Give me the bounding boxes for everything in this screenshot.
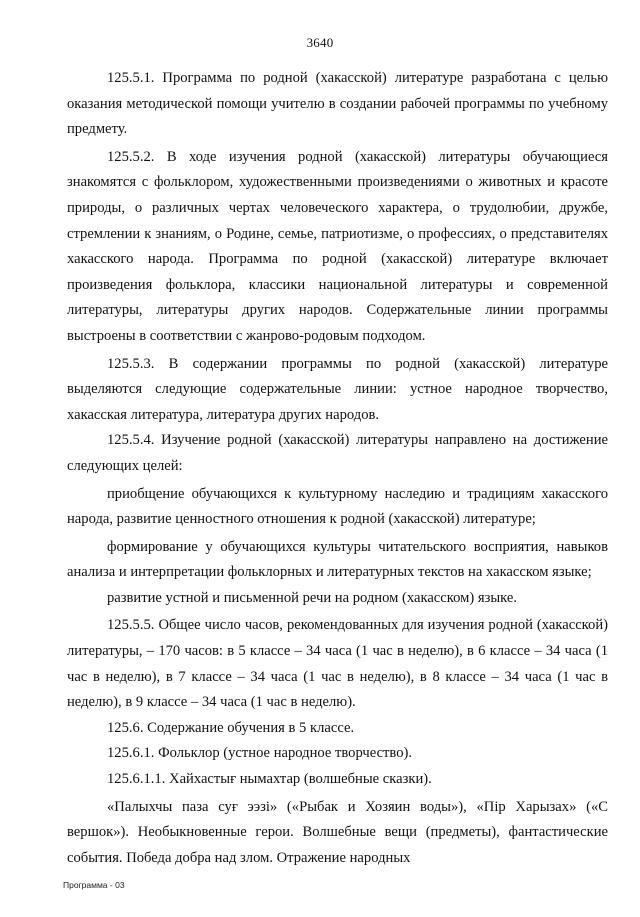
section-heading-125-6-1-1: 125.6.1.1. Хайхастығ нымахтар (волшебные сказки). [107, 771, 432, 788]
page-number: 3640 [306, 35, 334, 50]
footer-label: Программа - 03 [63, 880, 125, 890]
paragraph-125-5-2: 125.5.2. В ходе изучения родной (хакасской) литературы обучающиеся знакомятся с фольклором, художественными произведениями о животных и красоте природы, о различных чертах человеческого характера, о трудолюбии, дружбе, стремлении к знаниям, о Родине, семье, патриотизме, о профессиях, о представителях хакасского народа. Программа по родной (хакасской) литературе включает произведения фольклора, классики национальной литературы и современной литературы, литературы других народов. Содержательные линии программы выстроены в соответствии с жанрово-родовым подходом. [67, 148, 608, 344]
goal-item-reading-culture: формирование у обучающихся культуры читательского восприятия, навыков анализа и интерпретации фольклорных и литературных текстов на хакасском языке; [67, 538, 608, 581]
section-heading-125-6-1: 125.6.1. Фольклор (устное народное творчество). [107, 745, 413, 762]
section-heading-125-6: 125.6. Содержание обучения в 5 классе. [107, 719, 355, 736]
paragraph-fairy-tales: «Палыхчы паза суғ ээзі» («Рыбак и Хозяин воды»), «Пір Харызах» («С вершок»). Необыкновенные герои. Волшебные вещи (предметы), фантастические события. Победа добра над злом. Отражение народных [67, 798, 608, 866]
paragraph-125-5-1: 125.5.1. Программа по родной (хакасской) литературе разработана с целью оказания методической помощи учителю в создании рабочей программы по учебному предмету. [67, 70, 608, 138]
goal-item-heritage: приобщение обучающихся к культурному наследию и традициям хакасского народа, развитие ценностного отношения к родной (хакасской) литературе; [67, 485, 608, 528]
paragraph-125-5-4: 125.5.4. Изучение родной (хакасской) литературы направлено на достижение следующих целей: [67, 432, 608, 474]
paragraph-125-5-5: 125.5.5. Общее число часов, рекомендованных для изучения родной (хакасской) литературы, – 170 часов: в 5 классе – 34 часа (1 час в неделю), в 6 классе – 34 часа (1 час в неделю), в 7 классе – 34 часа (1 час в неделю), в 8 классе – 34 часа (1 час в неделю), в 9 классе – 34 часа (1 час в неделю). [67, 617, 608, 711]
paragraph-125-5-3: 125.5.3. В содержании программы по родной (хакасской) литературе выделяются следующие содержательные линии: устное народное творчество, хакасская литература, литература других народов. [67, 355, 608, 423]
goal-item-speech: развитие устной и письменной речи на родном (хакасском) языке. [107, 589, 518, 606]
body-text [67, 66, 608, 871]
